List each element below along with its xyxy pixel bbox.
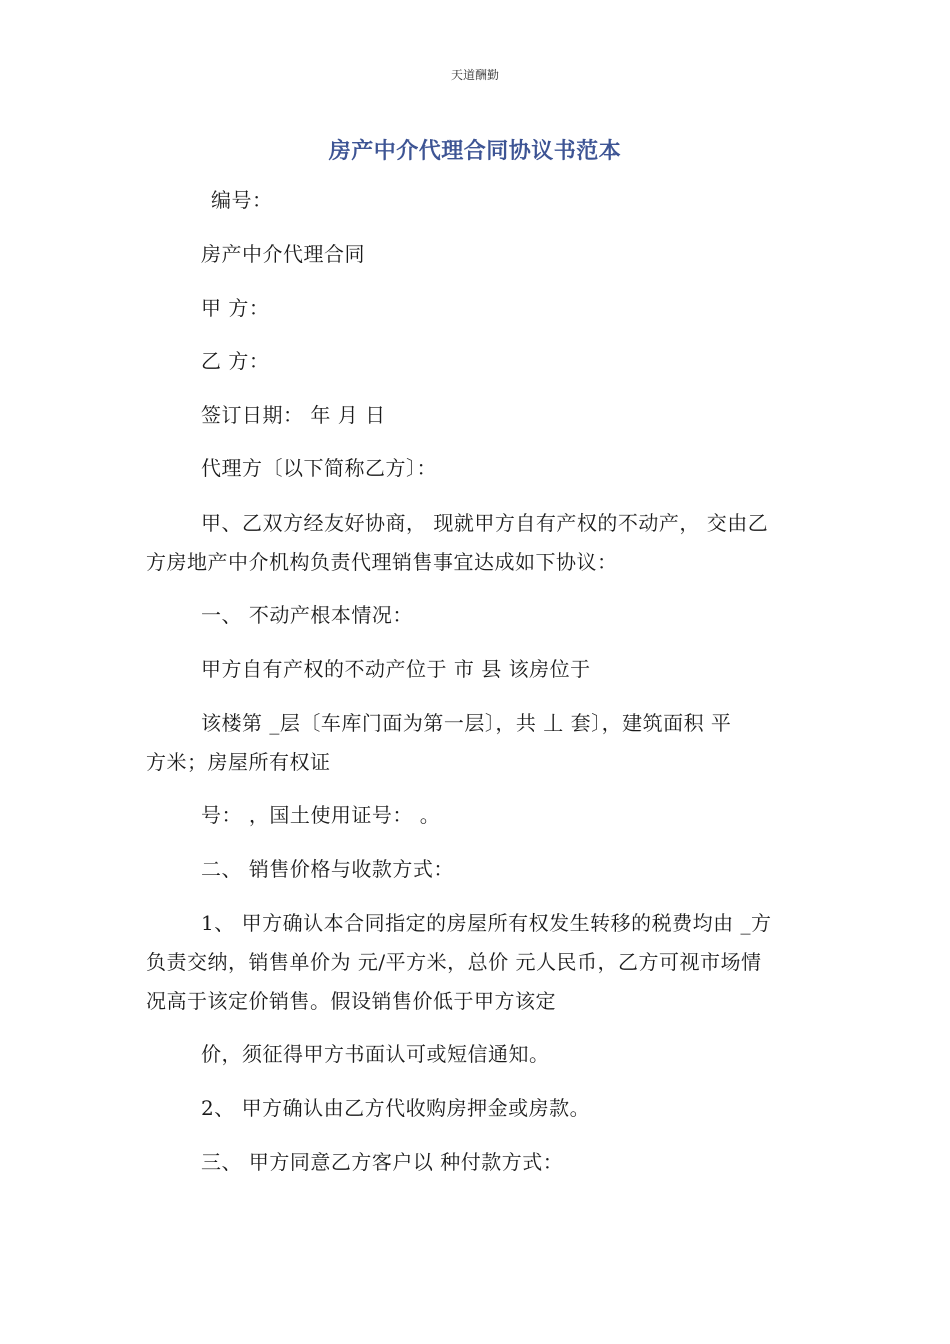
signing-date-label: 签订日期： 年 月 日 [201,403,386,427]
paragraph-line: 况高于该定价销售。假设销售价低于甲方该定 [146,989,556,1013]
paragraph-line: 价，须征得甲方书面认可或短信通知。 [201,1042,550,1066]
paragraph-line: 负责交纳，销售单价为 元/平方米，总价 元人民币，乙方可视市场情 [146,950,762,974]
page-header: 天道酬勤 [450,68,499,82]
contract-number-label: 编号： [211,188,273,212]
paragraph-line: 1、 甲方确认本合同指定的房屋所有权发生转移的税费均由 _方 [201,911,772,935]
paragraph-line: 方房地产中介机构负责代理销售事宜达成如下协议： [146,550,618,574]
section-heading-2: 二、 销售价格与收款方式： [201,857,454,881]
paragraph-line: 该楼第 _层〔车库门面为第一层〕，共 丄 套〕，建筑面积 平 [201,711,732,735]
paragraph-line: 甲方自有产权的不动产位于 市 县 该房位于 [201,657,591,681]
contract-subtitle: 房产中介代理合同 [201,242,365,266]
paragraph-line: 甲、乙双方经友好协商， 现就甲方自有产权的不动产， 交由乙 [201,511,769,535]
paragraph-line: 2、 甲方确认由乙方代收购房押金或房款。 [201,1096,591,1120]
section-heading-1: 一、 不动产根本情况： [201,603,413,627]
section-heading-3: 三、 甲方同意乙方客户以 种付款方式： [201,1150,564,1174]
party-b-label: 乙 方： [201,349,270,373]
document-title: 房产中介代理合同协议书范本 [328,138,622,164]
paragraph-line: 方米；房屋所有权证 [146,750,331,774]
paragraph-line: 号： ，国土使用证号： 。 [201,803,441,827]
party-a-label: 甲 方： [201,296,270,320]
agent-party-label: 代理方〔以下简称乙方〕： [201,456,437,480]
